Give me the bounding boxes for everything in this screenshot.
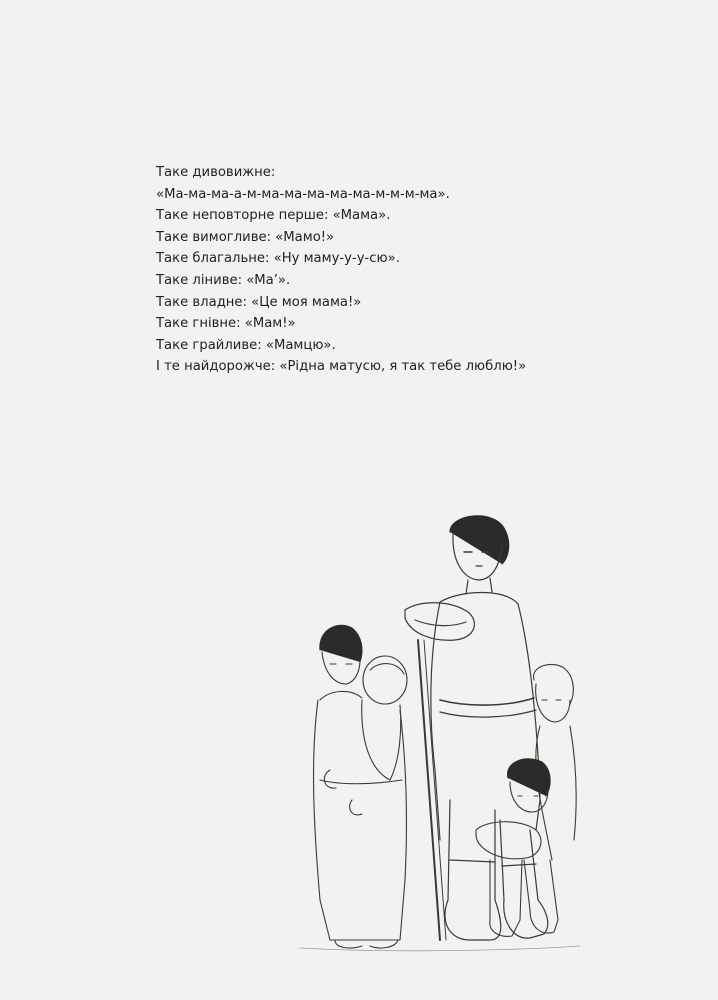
poem-line: Таке грайливе: «Мамцю». <box>156 337 336 353</box>
poem-line: Таке дивовижне: <box>156 165 276 180</box>
poem-line: Таке гнівне: «Мам!» <box>156 316 296 332</box>
poem-line: Таке владне: «Це моя мама!» <box>156 294 362 310</box>
poem-line: Таке благальне: «Ну маму-у-у-сю». <box>156 251 400 267</box>
small-child-figure <box>476 759 558 937</box>
poem-line: Таке вимогливе: «Мамо!» <box>156 229 335 245</box>
poem-line: Таке ліниве: «Ма’». <box>156 272 291 288</box>
girl-with-baby-figure <box>314 625 407 948</box>
family-sketch-illustration <box>290 500 590 960</box>
poem-line: «Ма-ма-ма-а-м-ма-ма-ма-ма-ма-м-м-м-ма». <box>156 186 450 202</box>
poem-line: І те найдорожче: «Рідна матусю, я так тебе люблю!» <box>156 359 527 375</box>
poem-line: Таке неповторне перше: «Мама». <box>156 208 391 224</box>
poem-text-block <box>156 162 576 378</box>
